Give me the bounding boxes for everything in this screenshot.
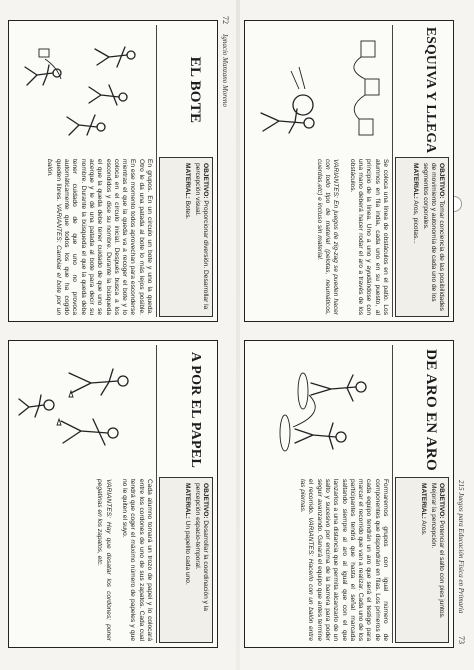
game-card-esquiva-y-llega [244,20,454,322]
variantes-label: VARIANTES: [332,159,340,198]
game-objectives [159,477,213,643]
variantes-text: Hay que desatar los cordones; poner pegatinas en los zapatos, etc. [96,479,112,641]
game-description [15,159,153,315]
illustration-paper-chase [15,347,153,473]
divider [156,345,157,643]
variantes-text: Hacerlo con un balón entre las piernas. [299,479,315,641]
running-head-text: Ignacio Manzano Moreno [221,34,229,107]
game-card-el-bote [8,20,218,322]
variantes-text: En juegos de zig-zag se pueden hacer con todo tipo de material (pelotas, neumáticos, cuerdas,etc) e incluso sin material. [315,159,340,315]
material-label: MATERIAL: [184,163,191,199]
objetivo-label: OBJETIVO: [438,483,445,519]
illustration-hoop-rolling [251,27,389,153]
game-description [251,479,389,641]
material-text: Aros, picotas... [412,200,419,244]
description-text: En grupos. En un círculo un bote y uno la queda. Otro le da una patada al bote lo más lejos posible. En ese momento todos aprovechan para esconderse mientras el que la queda va a recoger el bote y lo coloca en el círculo inicial. Después busca a los escondidos y dice su nombre. Durante la búsqueda el que la queda debe tener cuidado de que uno se acerque y le dé una patada al bote para decir su nombre. Durante la búsqueda el que la queda debe tener cuidado de que uno no provoca automáticamente que todos los que ha cogido queden libres. [54,159,153,315]
game-objectives [395,157,449,317]
objetivo-text: Potenciar el salto con pies juntos. Mejorar la percepción. [430,483,445,619]
game-title: ESQUIVA Y LLEGA [424,27,439,154]
description-text: Se coloca una línea de obstáculos en el patio. Los alumnos en fila india, cada uno en su puesto, al principio de la línea. Uno a uno y ayudándose con una mano deberá hacer rodar el aro a través de los obstáculos. [348,159,389,315]
material-text: Aros. [420,520,427,536]
game-card-a-por-el-papel [8,340,218,648]
objetivo-text: Tomar conciencia de las posibilidades de movimiento y autonomía de cada uno de los segmentos corporales. [422,163,445,311]
game-objectives [159,157,213,317]
running-header [218,10,232,660]
game-title: DE ARO EN ARO [423,349,439,471]
material-label: MATERIAL: [420,483,427,519]
game-objectives [395,477,449,643]
game-description [251,159,389,315]
objetivo-label: OBJETIVO: [202,163,209,199]
variantes-text: Cambiar el bote por un balón. [46,159,62,315]
page-number: 73 [457,636,466,644]
game-description [15,479,153,641]
game-card-de-aro-en-aro [244,340,454,648]
description-text: Cada alumno tomará un trozo de papel y lo colocará entre los cordones de uno de sus zapatos. Cada cual tendrá que coger el máximo número de papeles y que no le quiten el suyo. [121,479,153,641]
objetivo-text: Proporcionar diversión. Desarrollar la percepción visual. [194,163,209,310]
divider [392,25,393,317]
game-title: EL BOTE [187,56,203,124]
left-page [12,10,232,660]
variantes-label: VARIANTES: [307,517,315,557]
divider [156,25,157,317]
book-gutter [236,0,240,670]
divider [392,345,393,643]
objetivo-text: Desarrollar la coordinación y la percepción espacio-temporal. [194,483,209,611]
right-page [248,10,468,660]
material-label: MATERIAL: [184,483,191,519]
material-text: Un papelito cada uno. [184,520,191,585]
variantes-label: VARIANTES: [54,203,62,243]
game-title: A POR EL PAPEL [188,351,203,469]
running-header [454,10,468,660]
page-number: 72 [221,16,230,24]
illustration-kicking-can [15,27,153,153]
running-head-text: 215 Juegos para Educación Física en Primaria [457,480,465,614]
variantes-label: VARIANTES: [104,479,112,518]
material-label: MATERIAL: [412,163,419,199]
description-text: Formaremos grupos con igual número de componentes que dispondrán en filas. Los primeros de cada equipo tendrán un aro que será el testigo para marcar el recorrido que van a realizar. Cada uno de los participantes tendrá que hasta el señal marcada saltando siempre al aro al igual que con el que lanzarlos a una distancia que permita alcanzarlo de un salto y sucesivo por encima de la barrera para poder seguir avanzando. Ganará el equipo que antes termine el recorrido. [307,479,389,641]
illustration-hoop-jumping [251,347,389,473]
objetivo-label: OBJETIVO: [438,163,445,199]
material-text: Botes. [184,200,191,220]
objetivo-label: OBJETIVO: [202,483,209,519]
